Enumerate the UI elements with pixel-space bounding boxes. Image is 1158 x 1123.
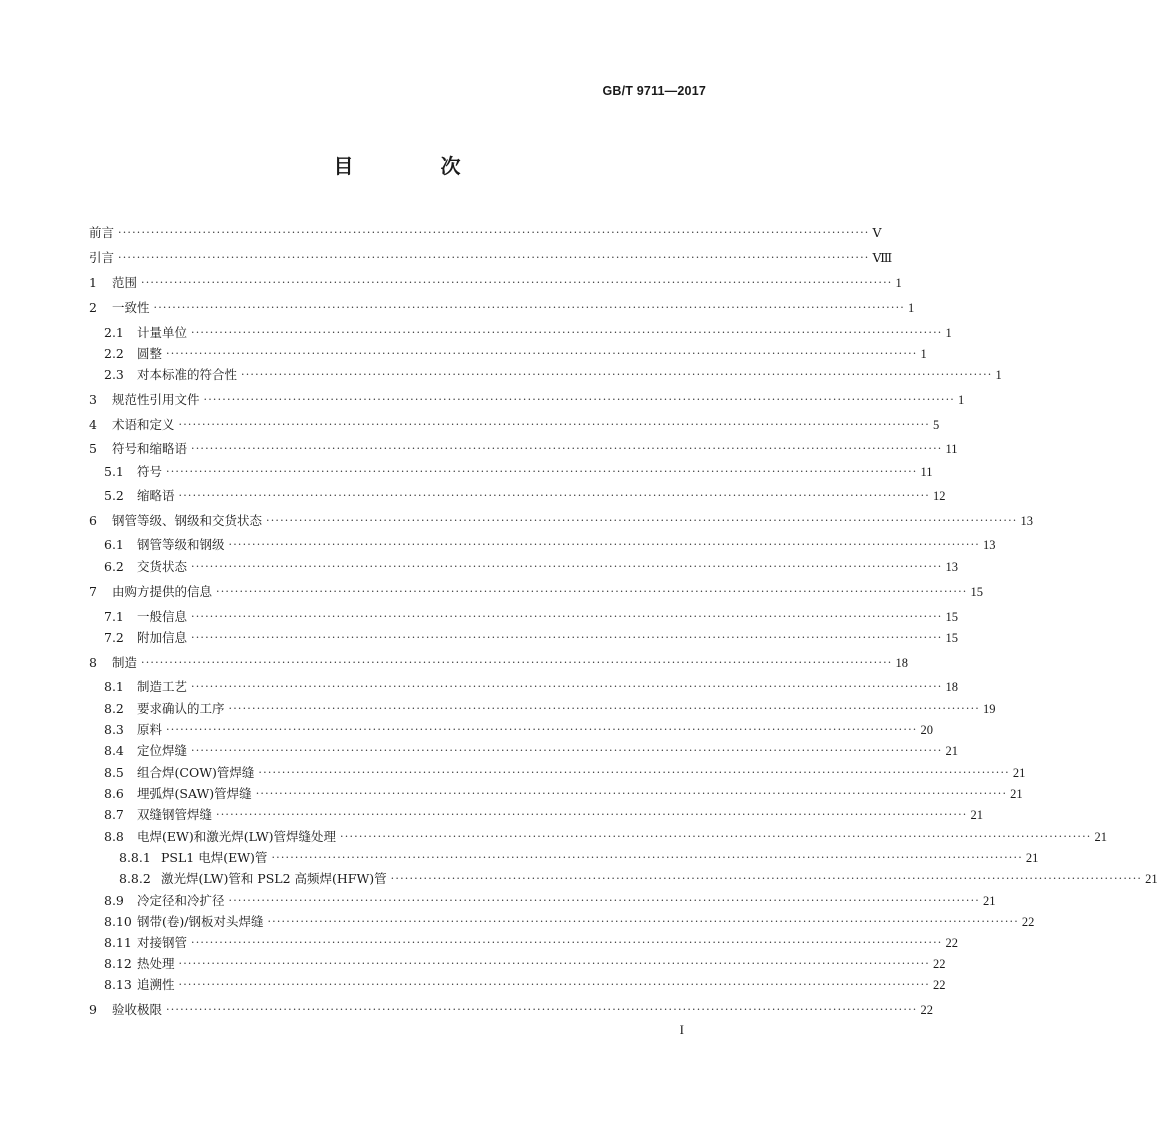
toc-leader-dots: ································································································································································ [178,418,930,431]
toc-leader-dots: ································································································································································ [191,560,943,573]
toc-entry[interactable] [89,973,946,993]
toc-entry-label: 范围 [112,275,138,290]
toc-entry-number: 6 [89,513,97,528]
toc-entry-page: 5 [932,418,940,432]
toc-leader-dots: ································································································································································ [228,894,980,907]
toc-entry-label: 由购方提供的信息 [112,584,213,599]
toc-entry-page: Ⅴ [872,226,882,240]
toc-entry-page: 21 [945,744,958,758]
toc-entry-page: 11 [945,442,958,456]
toc-entry-number: 8.9 [104,893,124,908]
toc-entry[interactable] [89,363,1002,383]
toc-leader-dots: ································································································································································ [228,702,980,715]
toc-entry-number: 8.2 [104,701,124,716]
toc-entry[interactable] [89,739,958,759]
toc-entry-number: 8.12 [104,956,132,971]
toc-entry-label: 规范性引用文件 [112,392,200,407]
toc-entry-number: 2.2 [104,346,124,361]
toc-entry[interactable] [89,846,1039,866]
toc-entry-number: 9 [89,1002,97,1017]
toc-entry[interactable] [89,697,996,717]
toc-leader-dots: ································································································································································ [191,680,943,693]
toc-entry-page: 21 [982,894,996,908]
toc-entry-number: 3 [89,392,97,407]
toc-entry[interactable] [89,460,933,480]
toc-entry-label: 热处理 [137,956,175,971]
toc-entry[interactable] [89,761,1026,781]
toc-entry-label: 钢管等级、钢级和交货状态 [112,513,263,528]
toc-entry-label: 定位焊缝 [137,743,188,758]
toc-entry-number: 8.8 [104,829,124,844]
toc-entry[interactable] [89,998,933,1018]
toc-entry-label: 前言 [89,225,115,240]
toc-entry-page: 15 [945,631,958,645]
toc-entry-page: 22 [920,1003,933,1017]
toc-entry-label: 追溯性 [137,977,175,992]
toc-entry-label: 术语和定义 [112,417,175,432]
toc-entry-number: 8.7 [104,807,124,822]
toc-entry[interactable] [89,605,958,625]
toc-entry-number: 8.10 [104,914,132,929]
toc-leader-dots: ································································································································································ [166,723,918,736]
toc-entry-number: 5.1 [104,464,124,479]
toc-entry-page: 22 [932,978,946,992]
toc-entry-number: 8.4 [104,743,124,758]
toc-entry[interactable] [89,296,915,316]
toc-leader-dots: ································································································································································ [203,393,955,406]
toc-entry-number: 7.1 [104,609,124,624]
page-number: I [679,1022,684,1037]
toc-entry-page: 20 [920,723,933,737]
toc-entry[interactable] [89,626,958,646]
toc-entry-page: 21 [1094,830,1107,844]
toc-entry-label: 组合焊(COW)管焊缝 [137,765,255,780]
toc-entry-label: 一致性 [112,300,150,315]
toc-leader-dots: ································································································································································ [340,830,1092,843]
toc-entry-number: 7 [89,584,97,599]
toc-entry[interactable] [89,580,983,600]
toc-leader-dots: ································································································································································ [241,368,993,381]
toc-entry[interactable] [89,484,946,504]
toc-entry[interactable] [89,342,927,362]
toc-entry-page: 11 [920,465,933,479]
toc-entry-label: 激光焊(LW)管和 PSL2 高频焊(HFW)管 [161,871,387,886]
toc-entry-label: 符号 [137,464,163,479]
toc-entry-page: 1 [920,347,927,361]
toc-entry-page: 1 [995,368,1002,382]
toc-leader-dots: ································································································································································ [166,465,918,478]
toc-entry[interactable] [89,931,958,951]
toc-entry[interactable] [89,825,1107,845]
toc-entry[interactable] [89,321,952,341]
toc-leader-dots: ································································································································································ [216,585,968,598]
toc-entry[interactable] [89,533,996,553]
toc-entry-page: 21 [1025,851,1039,865]
toc-entry-page: 22 [1021,915,1035,929]
toc-entry[interactable] [89,271,902,291]
toc-entry-number: 8.6 [104,786,124,801]
toc-entry[interactable] [89,509,1033,529]
toc-entry-number: 5 [89,441,97,456]
toc-entry-number: 8.11 [104,935,132,950]
toc-entry-number: 8.8.1 [119,850,151,865]
toc-entry-label: 交货状态 [137,559,188,574]
toc-entry-label: 缩略语 [137,488,175,503]
toc-entry-label: 圆整 [137,346,163,361]
toc-entry-label: 钢管等级和钢级 [137,537,225,552]
toc-entry-page: 18 [895,656,908,670]
toc-entry-page: 1 [907,301,915,315]
toc-entry-page: 22 [932,957,946,971]
toc-entry-label: 附加信息 [137,630,188,645]
toc-entry-label: 冷定径和冷扩径 [137,893,225,908]
toc-entry[interactable] [89,910,1035,930]
toc-leader-dots: ································································································································································ [390,872,1143,885]
toc-entry-label: 要求确认的工序 [137,701,225,716]
toc-entry-number: 6.1 [104,537,124,552]
toc-leader-dots: ································································································································································ [267,915,1019,928]
toc-entry-label: 双缝钢管焊缝 [137,807,213,822]
toc-entry-number: 5.2 [104,488,124,503]
toc-entry-page: 15 [945,610,958,624]
toc-leader-dots: ································································································································································ [216,808,968,821]
toc-leader-dots: ································································································································································ [191,442,943,455]
toc-entry-number: 8.8.2 [119,871,151,886]
toc-entry-page: 21 [1012,766,1026,780]
toc-leader-dots: ································································································································································ [178,957,930,970]
toc-entry-label: 引言 [89,250,115,265]
toc-entry-label: 计量单位 [137,325,188,340]
toc-entry-label: 制造工艺 [137,679,188,694]
toc-entry-number: 8.1 [104,679,124,694]
toc-entry-page: 1 [957,393,965,407]
toc-leader-dots: ································································································································································ [178,978,930,991]
toc-entry-page: 15 [970,585,983,599]
toc-leader-dots: ································································································································································ [191,610,943,623]
toc-entry-label: 一般信息 [137,609,188,624]
toc-entry-page: 19 [982,702,996,716]
toc-leader-dots: ································································································································································ [191,744,943,757]
toc-entry-label: 埋弧焊(SAW)管焊缝 [137,786,252,801]
toc-entry-label: 验收极限 [112,1002,163,1017]
toc-entry-number: 2.3 [104,367,124,382]
toc-entry-label: 原料 [137,722,163,737]
toc-entry[interactable] [89,889,996,909]
toc-leader-dots: ································································································································································ [255,787,1008,800]
toc-entry-number: 6.2 [104,559,124,574]
toc-entry[interactable] [89,246,893,266]
toc-entry-page: 22 [945,936,958,950]
toc-leader-dots: ································································································································································ [266,514,1018,527]
toc-leader-dots: ································································································································································ [141,276,893,289]
toc-entry[interactable] [89,437,958,457]
toc-entry[interactable] [89,867,1158,887]
toc-entry-page: 1 [895,276,902,290]
toc-entry[interactable] [89,718,933,738]
toc-leader-dots: ································································································································································ [228,538,980,551]
toc-entry-page: 21 [1010,787,1023,801]
toc-entry-page: Ⅷ [872,251,893,265]
toc-leader-dots: ································································································································································ [153,301,905,314]
toc-entry-page: 21 [1145,872,1158,886]
toc-leader-dots: ································································································································································ [141,656,893,669]
toc-entry-page: 1 [945,326,952,340]
toc-entry-number: 2 [89,300,97,315]
toc-entry-number: 8.3 [104,722,124,737]
standard-code: GB/T 9711—2017 [602,84,706,98]
toc-entry-number: 7.2 [104,630,124,645]
toc-entry[interactable] [89,221,882,241]
toc-entry[interactable] [89,782,1023,802]
toc-entry[interactable] [89,413,940,433]
toc-entry-label: 钢带(卷)/钢板对头焊缝 [137,914,264,929]
toc-entry-label: 符号和缩略语 [112,441,188,456]
toc-leader-dots: ································································································································································ [258,766,1010,779]
toc-entry-page: 13 [1020,514,1033,528]
toc-leader-dots: ································································································································································ [178,489,930,502]
toc-entry-number: 4 [89,417,97,432]
toc-entry-label: 对本标准的符合性 [137,367,238,382]
toc-entry-number: 2.1 [104,325,124,340]
toc-leader-dots: ································································································································································ [191,936,943,949]
toc-entry[interactable] [89,803,983,823]
toc-entry-number: 1 [89,275,97,290]
toc-entry[interactable] [89,952,946,972]
toc-leader-dots: ································································································································································ [191,326,943,339]
toc-entry-page: 13 [982,538,996,552]
toc-entry-number: 8.13 [104,977,132,992]
page-title: 目 次 [333,154,501,178]
toc-entry[interactable] [89,675,958,695]
toc-leader-dots: ································································································································································ [271,851,1023,864]
toc-leader-dots: ································································································································································ [191,631,943,644]
toc-entry[interactable] [89,651,908,671]
toc-entry-number: 8 [89,655,97,670]
toc-entry-label: 对接钢管 [137,935,188,950]
toc-entry[interactable] [89,388,965,408]
toc-entry-label: PSL1 电焊(EW)管 [161,850,268,865]
toc-leader-dots: ································································································································································ [118,251,870,264]
toc-entry-label: 电焊(EW)和激光焊(LW)管焊缝处理 [137,829,337,844]
toc-entry-page: 21 [970,808,983,822]
toc-leader-dots: ································································································································································ [118,226,870,239]
toc-entry[interactable] [89,555,958,575]
toc-entry-label: 制造 [112,655,138,670]
toc-entry-number: 8.5 [104,765,124,780]
toc-leader-dots: ································································································································································ [166,347,918,360]
toc-entry-page: 13 [945,560,958,574]
toc-leader-dots: ································································································································································ [166,1003,918,1016]
toc-entry-page: 12 [932,489,946,503]
toc-entry-page: 18 [945,680,958,694]
